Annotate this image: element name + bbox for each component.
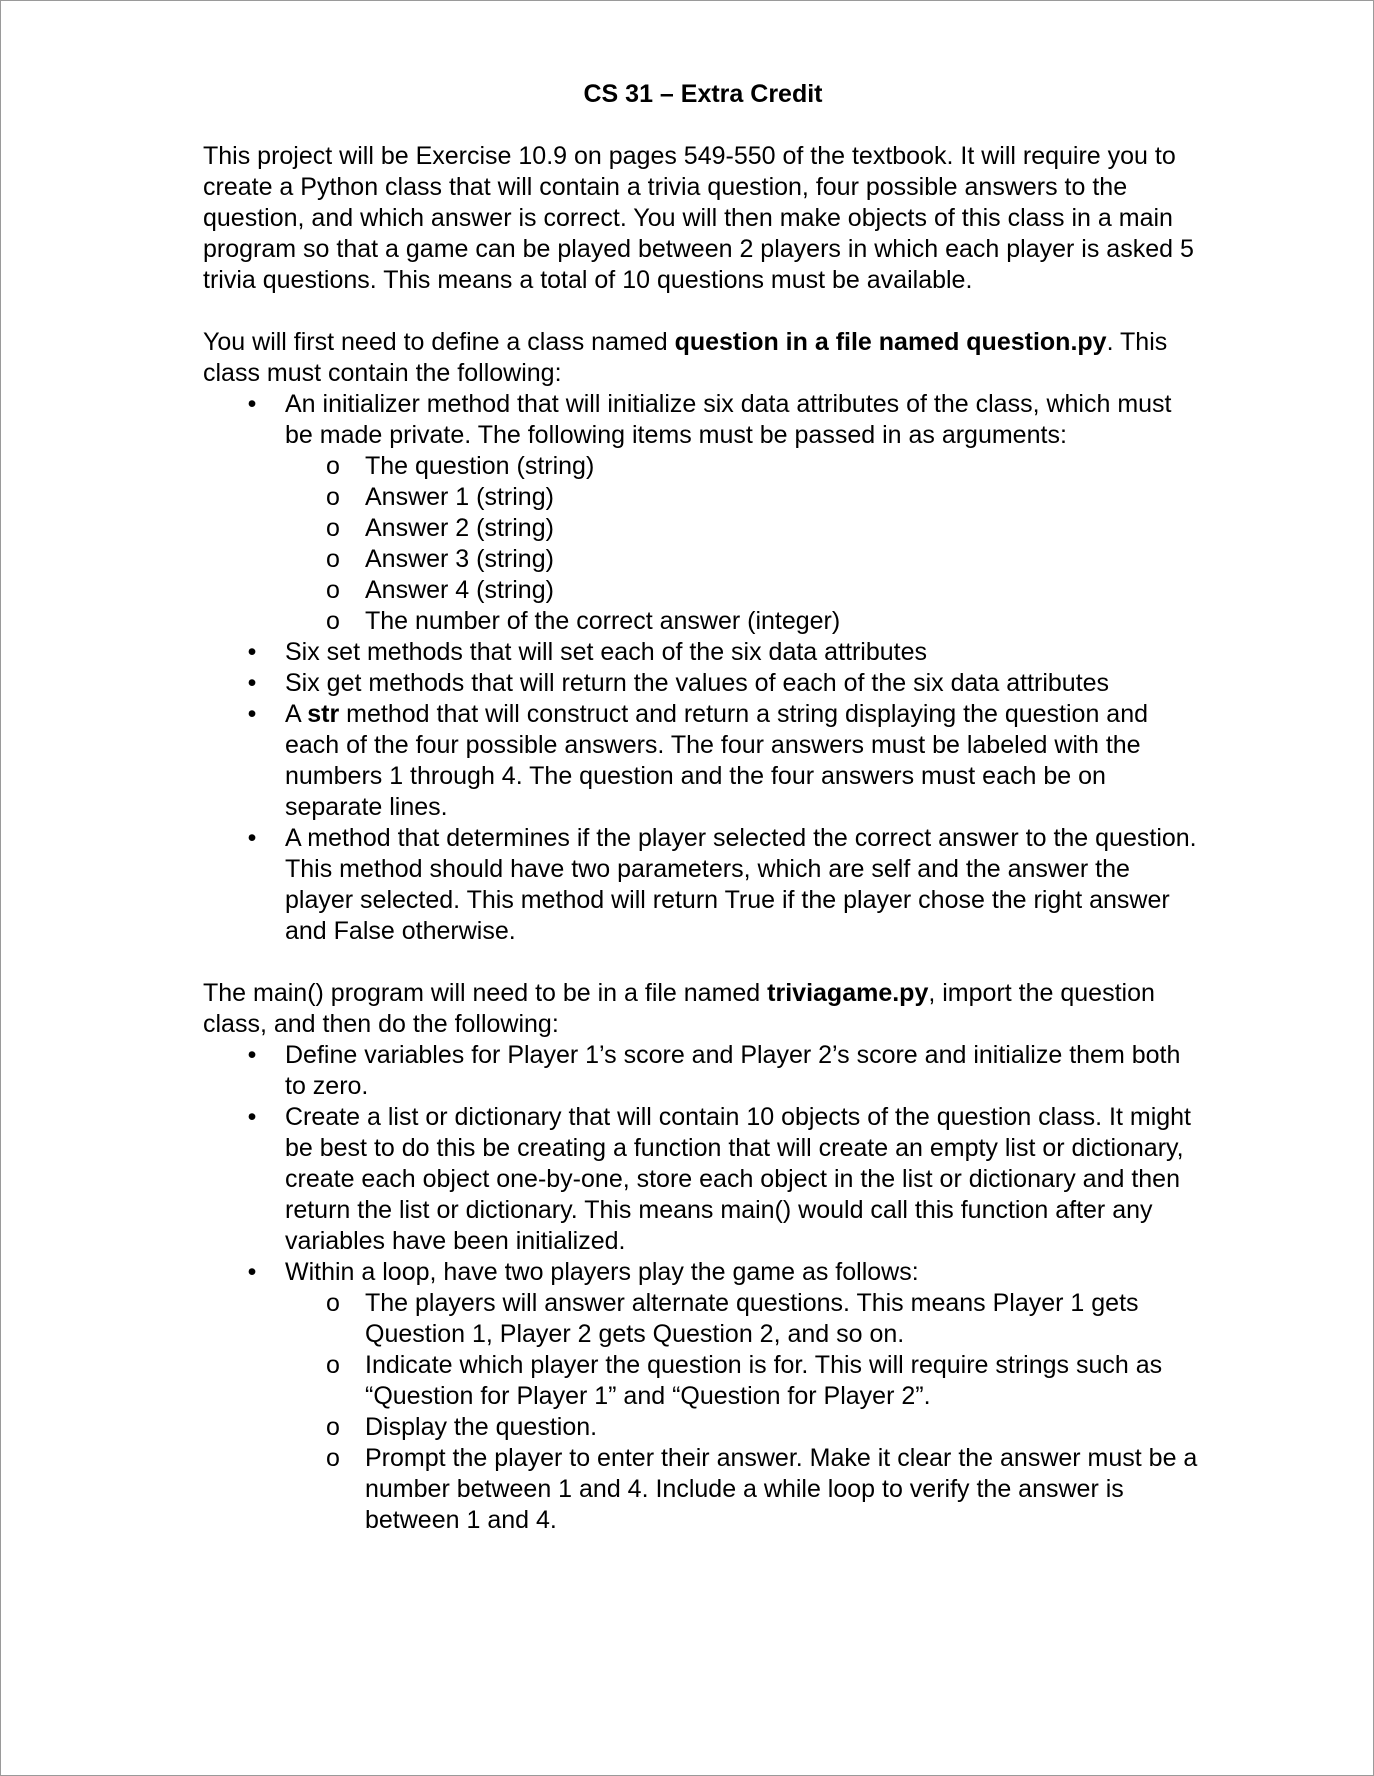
score-vars-text: Define variables for Player 1’s score and Player 2’s score and initialize them both to zero.	[285, 1041, 1181, 1100]
check-method-text: A method that determines if the player selected the correct answer to the question. This method should have two parameters, which are self and the answer the player selected. This method will return True if the player chose the right answer and False otherwise.	[285, 824, 1197, 945]
list-item	[285, 1412, 1203, 1443]
arg-text: The question (string)	[365, 452, 595, 480]
sub-bullet-icon: o	[326, 1289, 340, 1317]
list-item	[285, 1443, 1203, 1536]
list-item-game-loop	[203, 1257, 1203, 1536]
section2-lead	[203, 978, 1203, 1040]
arg-text: Answer 1 (string)	[365, 483, 554, 511]
bullet-icon: •	[247, 700, 257, 728]
question-list-text: Create a list or dictionary that will contain 10 objects of the question class. It might be best to do this be creating a function that will create an empty list or dictionary, create each object one-by-one, store each object in the list or dictionary and then return the list or dictionary. This means main() would call this function after any variables have been initialized.	[285, 1103, 1192, 1255]
initializer-text: An initializer method that will initialize six data attributes of the class, which must be made private. The following items must be passed in as arguments:	[285, 390, 1172, 449]
list-item-score-vars	[203, 1040, 1203, 1102]
bullet-icon: •	[247, 390, 257, 418]
bullet-icon: •	[247, 638, 257, 666]
list-item	[285, 606, 1203, 637]
list-item	[285, 575, 1203, 606]
list-item	[285, 1350, 1203, 1412]
list-item	[285, 513, 1203, 544]
arg-text: Answer 4 (string)	[365, 576, 554, 604]
sub-bullet-icon: o	[326, 545, 340, 573]
step-text: Display the question.	[365, 1413, 598, 1441]
bullet-icon: •	[247, 1041, 257, 1069]
arg-text: Answer 3 (string)	[365, 545, 554, 573]
section1-lead	[203, 327, 1203, 389]
step-text: Indicate which player the question is for. This will require strings such as “Question for Player 1” and “Question for Player 2”.	[365, 1351, 1163, 1410]
step-text: The players will answer alternate questions. This means Player 1 gets Question 1, Player 2 gets Question 2, and so on.	[365, 1289, 1139, 1348]
section2-lead-bold: triviagame.py	[767, 979, 929, 1007]
list-item	[285, 482, 1203, 513]
sub-bullet-icon: o	[326, 1444, 340, 1472]
bullet-icon: •	[247, 669, 257, 697]
arg-text: The number of the correct answer (integer)	[365, 607, 841, 635]
step-text: Prompt the player to enter their answer. Make it clear the answer must be a number between 1 and 4. Include a while loop to verify the answer is between 1 and 4.	[365, 1444, 1198, 1534]
spacer	[203, 947, 1203, 978]
list-item-initializer	[203, 389, 1203, 637]
list-item-get-methods	[203, 668, 1203, 699]
section1-lead-text-b: . This class must contain the following:	[203, 328, 1168, 387]
arg-text: Answer 2 (string)	[365, 514, 554, 542]
section1-list	[203, 389, 1203, 947]
section2-lead-text-b: , import the question class, and then do the following:	[203, 979, 1155, 1038]
section2-list	[203, 1040, 1203, 1536]
spacer	[203, 296, 1203, 327]
str-text-b: method that will construct and return a string displaying the question and each of the four possible answers. The four answers must be labeled with the numbers 1 through 4. The question and the four answers must each be on separate lines.	[285, 700, 1149, 821]
sub-bullet-icon: o	[326, 576, 340, 604]
set-methods-text: Six set methods that will set each of the six data attributes	[285, 638, 927, 666]
document-title: CS 31 – Extra Credit	[583, 80, 823, 108]
list-item-set-methods	[203, 637, 1203, 668]
list-item	[285, 451, 1203, 482]
section1-lead-bold: question in a file named question.py	[674, 328, 1107, 356]
bullet-icon: •	[247, 824, 257, 852]
list-item	[285, 544, 1203, 575]
initializer-args-list	[285, 451, 1203, 637]
game-loop-text: Within a loop, have two players play the game as follows:	[285, 1258, 919, 1286]
sub-bullet-icon: o	[326, 452, 340, 480]
document-content	[203, 79, 1203, 1536]
str-text-a: A	[285, 700, 308, 728]
sub-bullet-icon: o	[326, 514, 340, 542]
sub-bullet-icon: o	[326, 1413, 340, 1441]
section1-lead-text-a: You will first need to define a class named	[203, 328, 675, 356]
bullet-icon: •	[247, 1103, 257, 1131]
game-loop-steps-list	[285, 1288, 1203, 1536]
sub-bullet-icon: o	[326, 1351, 340, 1379]
sub-bullet-icon: o	[326, 483, 340, 511]
sub-bullet-icon: o	[326, 607, 340, 635]
section2-lead-text-a: The main() program will need to be in a file named	[203, 979, 768, 1007]
bullet-icon: •	[247, 1258, 257, 1286]
list-item-check-method	[203, 823, 1203, 947]
list-item-str-method	[203, 699, 1203, 823]
get-methods-text: Six get methods that will return the values of each of the six data attributes	[285, 669, 1110, 697]
list-item-question-list	[203, 1102, 1203, 1257]
list-item	[285, 1288, 1203, 1350]
intro-paragraph: This project will be Exercise 10.9 on pages 549-550 of the textbook. It will require you to create a Python class that will contain a trivia question, four possible answers to the question, and which answer is correct. You will then make objects of this class in a main program so that a game can be played between 2 players in which each player is asked 5 trivia questions. This means a total of 10 questions must be available.	[203, 142, 1194, 294]
str-bold: str	[307, 700, 340, 728]
